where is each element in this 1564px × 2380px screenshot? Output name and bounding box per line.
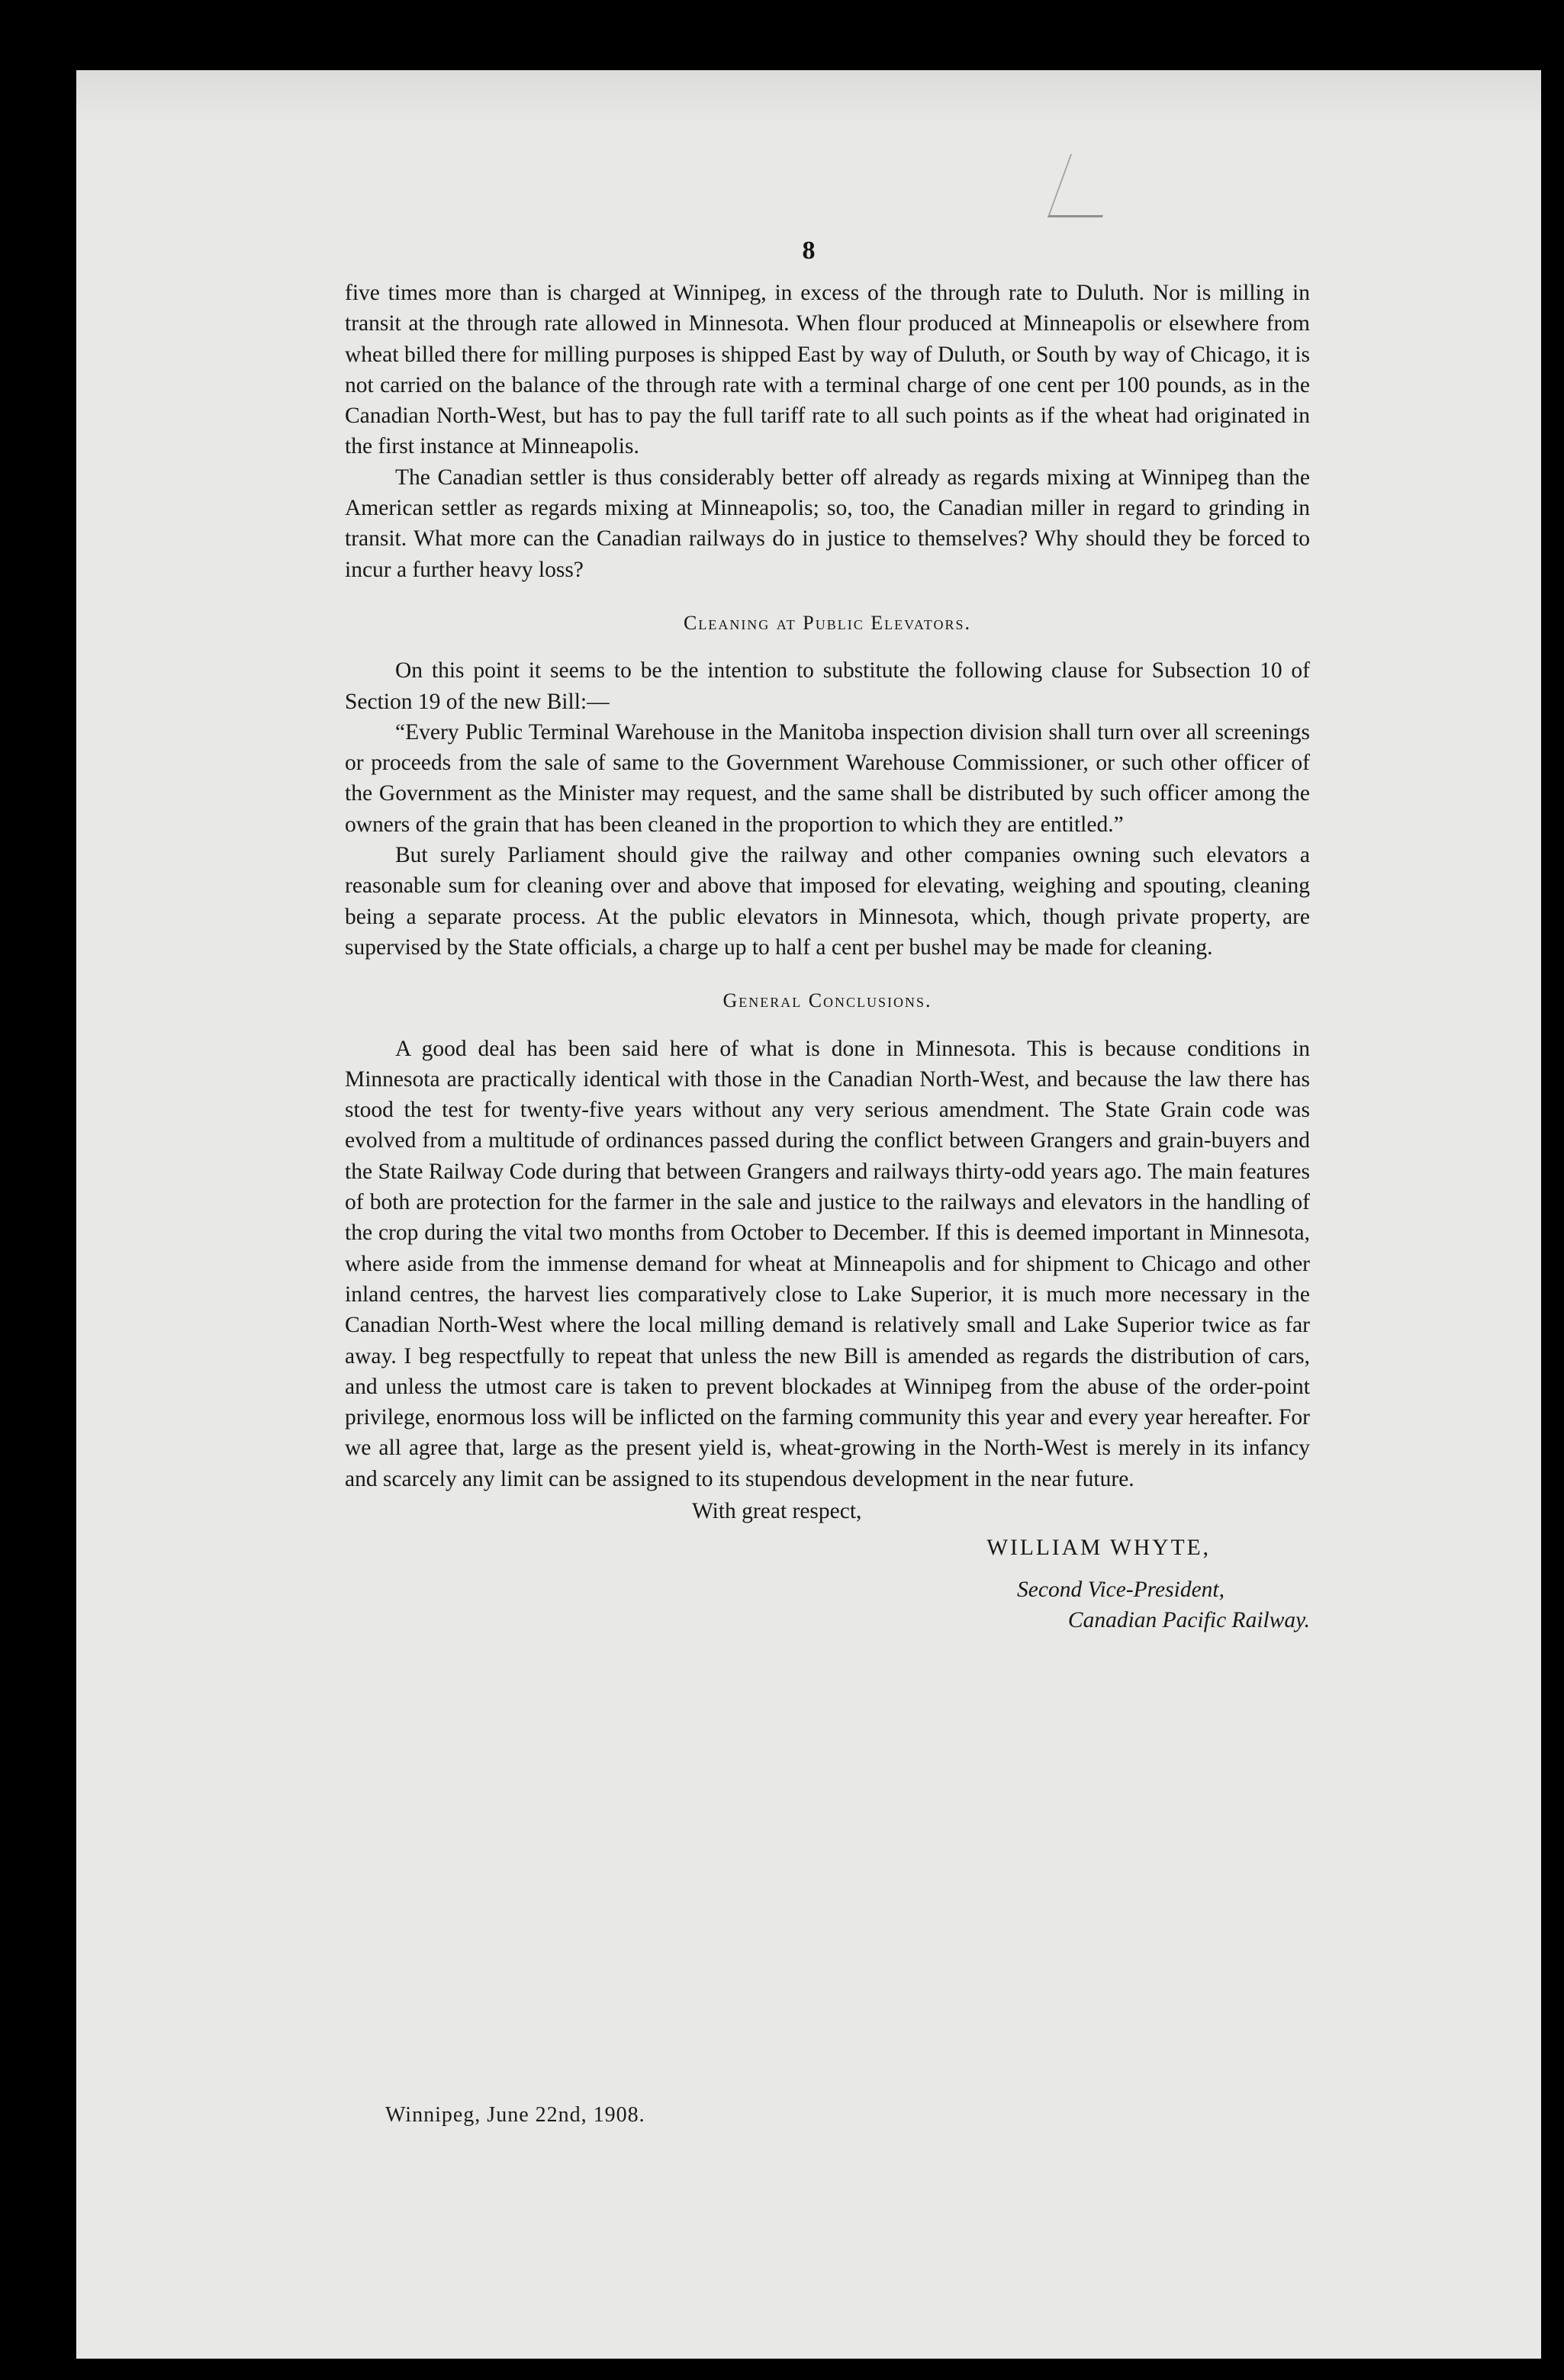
handwritten-mark <box>1047 154 1125 217</box>
signatory-company: Canadian Pacific Railway. <box>1067 1607 1310 1632</box>
paragraph: The Canadian settler is thus considerably better off already as regards mixing at Winnipeg than the American settler as regards mixing at Minneapolis; so, too, the Canadian miller in regard to grinding in transit. What more can the Canadian railways do in justice to themselves? Why should they be forced to incur a further heavy loss? <box>345 465 1310 582</box>
document-page <box>76 70 1541 2359</box>
paragraph: On this point it seems to be the intention to substitute the following clause for Subsection 10 of Section 19 of the new Bill:— <box>345 658 1310 714</box>
signatory-name: WILLIAM WHYTE, <box>986 1536 1211 1561</box>
page-number: 8 <box>802 236 816 265</box>
body-text <box>345 278 1310 1635</box>
closing-greeting: With great respect, <box>692 1498 862 1523</box>
signoff <box>345 1496 1310 1635</box>
section-heading-cleaning: Cleaning at Public Elevators. <box>683 611 972 634</box>
paragraph: five times more than is charged at Winnipeg, in excess of the through rate to Duluth. Nor is milling in transit at the through rate allowed in Minnesota. When flour produced at Minneapolis or elsewhere from wheat billed there for milling purposes is shipped East by way of Duluth, or South by way of Chicago, it is not carried on the balance of the through rate with a terminal charge of one cent per 100 pounds, as in the Canadian North-West, but has to pay the full tariff rate to all such points as if the wheat had originated in the first instance at Minneapolis. <box>345 281 1310 459</box>
section-heading-conclusions: General Conclusions. <box>722 989 932 1012</box>
paragraph: A good deal has been said here of what is done in Minnesota. This is because conditions in Minnesota are practically identical with those in the Canadian North-West, and because the law there has stood the test for twenty-five years without any very serious amendment. The State Grain code was evolved from a multitude of ordinances passed during the conflict between Grangers and grain-buyers and the State Railway Code during that between Grangers and railways thirty-odd years ago. The main features of both are protection for the farmer in the sale and justice to the railways and elevators in the handling of the crop during the vital two months from October to December. If this is deemed important in Minnesota, where aside from the immense demand for wheat at Minneapolis and for shipment to Chicago and other inland centres, the harvest lies comparatively close to Lake Superior, it is much more necessary in the Canadian North-West where the local milling demand is relatively small and Lake Superior twice as far away. I beg respectfully to repeat that unless the new Bill is amended as regards the distribution of cars, and unless the utmost care is taken to prevent blockades at Winnipeg from the abuse of the order-point privilege, enormous loss will be inflicted on the farming community this year and every year hereafter. For we all agree that, large as the present yield is, wheat-growing in the North-West is merely in its infancy and scarcely any limit can be assigned to its stupendous development in the near future. <box>345 1036 1310 1491</box>
dateline: Winnipeg, June 22nd, 1908. <box>385 2103 645 2127</box>
paragraph: But surely Parliament should give the railway and other companies owning such elevators a reasonable sum for cleaning over and above that imposed for elevating, weighing and spouting, cleaning being a separate process. At the public elevators in Minnesota, which, though private property, are supervised by the State officials, a charge up to half a cent per bushel may be made for cleaning. <box>345 843 1310 960</box>
quoted-clause: “Every Public Terminal Warehouse in the Manitoba inspection division shall turn over all screenings or proceeds from the sale of same to the Government Warehouse Commissioner, or such other officer of the Government as the Minister may request, and the same shall be distributed by such officer among the owners of the grain that has been cleaned in the proportion to which they are entitled.” <box>345 719 1310 837</box>
signatory-title: Second Vice-President, <box>1017 1577 1224 1602</box>
